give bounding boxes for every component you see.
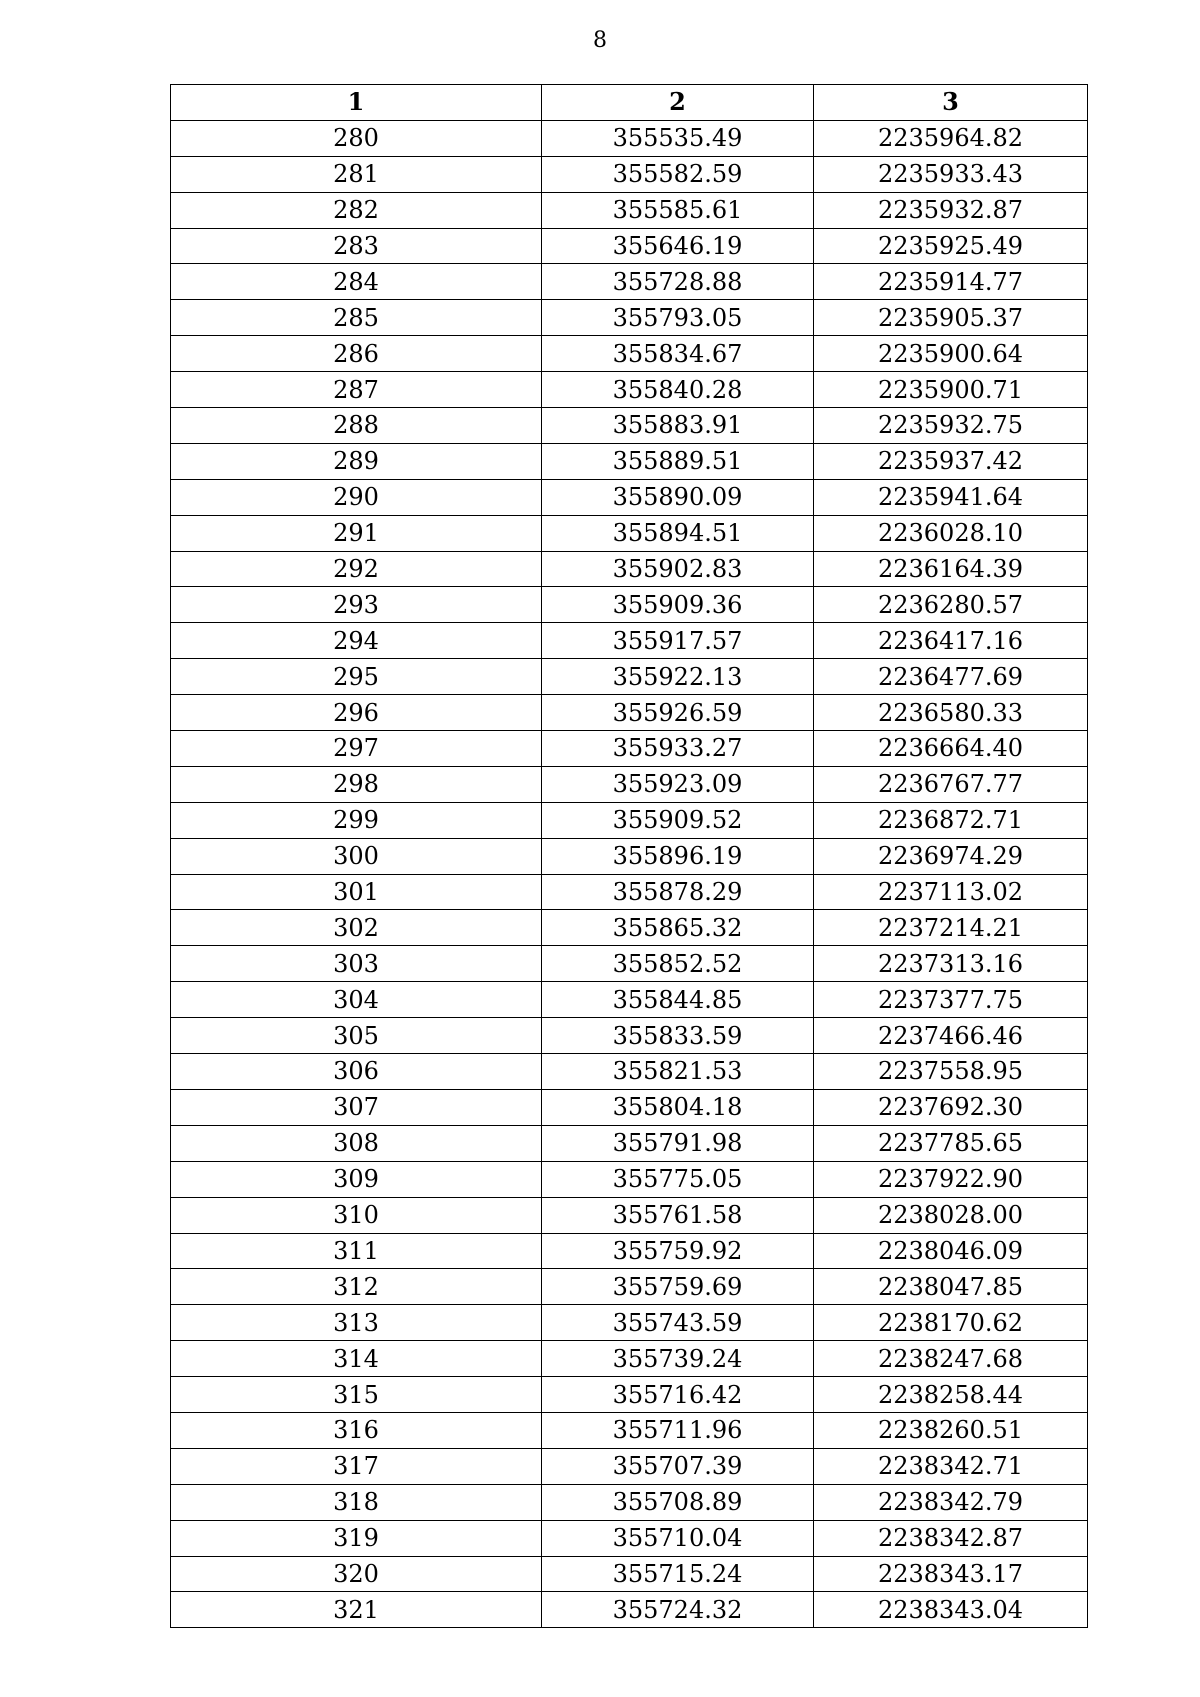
table-row — [171, 1520, 1088, 1556]
table-row — [171, 1377, 1088, 1413]
coordinate-y-cell: 2238170.62 — [814, 1305, 1088, 1341]
coordinate-y-cell: 2236280.57 — [814, 587, 1088, 623]
coordinate-y-cell: 2236028.10 — [814, 515, 1088, 551]
coordinate-y-cell: 2237377.75 — [814, 982, 1088, 1018]
point-number-cell: 295 — [171, 659, 542, 695]
coordinate-x-cell: 355844.85 — [542, 982, 814, 1018]
point-number-cell: 297 — [171, 731, 542, 767]
point-number-cell: 281 — [171, 156, 542, 192]
table-row — [171, 192, 1088, 228]
coordinate-x-cell: 355922.13 — [542, 659, 814, 695]
coordinate-x-cell: 355923.09 — [542, 766, 814, 802]
coordinate-y-cell: 2238342.79 — [814, 1484, 1088, 1520]
coordinate-x-cell: 355840.28 — [542, 372, 814, 408]
point-number-cell: 302 — [171, 910, 542, 946]
coordinate-y-cell: 2235905.37 — [814, 300, 1088, 336]
point-number-cell: 307 — [171, 1089, 542, 1125]
coordinate-x-cell: 355535.49 — [542, 120, 814, 156]
table-row — [171, 982, 1088, 1018]
coordinate-x-cell: 355909.36 — [542, 587, 814, 623]
table-row — [171, 1161, 1088, 1197]
point-number-cell: 280 — [171, 120, 542, 156]
coordinate-x-cell: 355759.92 — [542, 1233, 814, 1269]
coordinate-y-cell: 2236664.40 — [814, 731, 1088, 767]
coordinate-y-cell: 2235933.43 — [814, 156, 1088, 192]
table-row — [171, 120, 1088, 156]
coordinate-x-cell: 355793.05 — [542, 300, 814, 336]
coordinate-y-cell: 2236974.29 — [814, 838, 1088, 874]
point-number-cell: 310 — [171, 1197, 542, 1233]
coordinate-x-cell: 355716.42 — [542, 1377, 814, 1413]
table-row — [171, 515, 1088, 551]
coordinate-y-cell: 2237558.95 — [814, 1054, 1088, 1090]
table-row — [171, 408, 1088, 444]
coordinate-y-cell: 2236477.69 — [814, 659, 1088, 695]
coordinate-x-cell: 355715.24 — [542, 1556, 814, 1592]
table-row — [171, 587, 1088, 623]
table-row — [171, 1556, 1088, 1592]
coordinate-x-cell: 355743.59 — [542, 1305, 814, 1341]
coordinate-y-cell: 2237113.02 — [814, 874, 1088, 910]
point-number-cell: 309 — [171, 1161, 542, 1197]
point-number-cell: 320 — [171, 1556, 542, 1592]
coordinate-x-cell: 355926.59 — [542, 695, 814, 731]
coordinate-y-cell: 2235941.64 — [814, 479, 1088, 515]
table-row — [171, 1412, 1088, 1448]
point-number-cell: 299 — [171, 802, 542, 838]
coordinate-x-cell: 355833.59 — [542, 1018, 814, 1054]
coordinate-y-cell: 2236580.33 — [814, 695, 1088, 731]
table-row — [171, 659, 1088, 695]
coordinate-x-cell: 355791.98 — [542, 1125, 814, 1161]
point-number-cell: 293 — [171, 587, 542, 623]
coordinate-y-cell: 2236872.71 — [814, 802, 1088, 838]
coordinate-x-cell: 355711.96 — [542, 1412, 814, 1448]
coordinate-x-cell: 355708.89 — [542, 1484, 814, 1520]
table-row — [171, 1125, 1088, 1161]
table-row — [171, 1592, 1088, 1628]
point-number-cell: 308 — [171, 1125, 542, 1161]
point-number-cell: 317 — [171, 1448, 542, 1484]
point-number-cell: 304 — [171, 982, 542, 1018]
table-row — [171, 1269, 1088, 1305]
point-number-cell: 283 — [171, 228, 542, 264]
coordinate-y-cell: 2237922.90 — [814, 1161, 1088, 1197]
table-row — [171, 300, 1088, 336]
table-row — [171, 695, 1088, 731]
table-row — [171, 1233, 1088, 1269]
point-number-cell: 312 — [171, 1269, 542, 1305]
coordinate-x-cell: 355582.59 — [542, 156, 814, 192]
coordinate-x-cell: 355883.91 — [542, 408, 814, 444]
table-row — [171, 1448, 1088, 1484]
coordinate-y-cell: 2238342.87 — [814, 1520, 1088, 1556]
point-number-cell: 284 — [171, 264, 542, 300]
coordinate-y-cell: 2238343.17 — [814, 1556, 1088, 1592]
point-number-cell: 285 — [171, 300, 542, 336]
point-number-cell: 298 — [171, 766, 542, 802]
coordinate-x-cell: 355909.52 — [542, 802, 814, 838]
coordinate-y-cell: 2236417.16 — [814, 623, 1088, 659]
coordinate-x-cell: 355889.51 — [542, 443, 814, 479]
coordinates-table — [170, 84, 1088, 1628]
table-row — [171, 874, 1088, 910]
coordinate-x-cell: 355821.53 — [542, 1054, 814, 1090]
table-row — [171, 910, 1088, 946]
coordinate-y-cell: 2237692.30 — [814, 1089, 1088, 1125]
point-number-cell: 303 — [171, 946, 542, 982]
point-number-cell: 289 — [171, 443, 542, 479]
coordinate-y-cell: 2237466.46 — [814, 1018, 1088, 1054]
table-row — [171, 479, 1088, 515]
coordinate-y-cell: 2238046.09 — [814, 1233, 1088, 1269]
coordinate-x-cell: 355761.58 — [542, 1197, 814, 1233]
point-number-cell: 315 — [171, 1377, 542, 1413]
point-number-cell: 300 — [171, 838, 542, 874]
table-row — [171, 1197, 1088, 1233]
point-number-cell: 319 — [171, 1520, 542, 1556]
coordinate-y-cell: 2236164.39 — [814, 551, 1088, 587]
point-number-cell: 291 — [171, 515, 542, 551]
coordinate-x-cell: 355724.32 — [542, 1592, 814, 1628]
coordinate-y-cell: 2236767.77 — [814, 766, 1088, 802]
point-number-cell: 313 — [171, 1305, 542, 1341]
coordinate-y-cell: 2235914.77 — [814, 264, 1088, 300]
column-header-1: 1 — [171, 85, 542, 121]
point-number-cell: 306 — [171, 1054, 542, 1090]
coordinate-y-cell: 2238343.04 — [814, 1592, 1088, 1628]
coordinate-x-cell: 355917.57 — [542, 623, 814, 659]
point-number-cell: 316 — [171, 1412, 542, 1448]
table-row — [171, 946, 1088, 982]
coordinate-x-cell: 355759.69 — [542, 1269, 814, 1305]
coordinate-x-cell: 355894.51 — [542, 515, 814, 551]
table-row — [171, 838, 1088, 874]
coordinate-y-cell: 2235925.49 — [814, 228, 1088, 264]
coordinate-y-cell: 2235900.64 — [814, 336, 1088, 372]
coordinate-x-cell: 355852.52 — [542, 946, 814, 982]
table-row — [171, 264, 1088, 300]
table-row — [171, 1018, 1088, 1054]
coordinate-x-cell: 355902.83 — [542, 551, 814, 587]
point-number-cell: 292 — [171, 551, 542, 587]
coordinate-y-cell: 2238258.44 — [814, 1377, 1088, 1413]
table-header-row — [171, 85, 1088, 121]
column-header-2: 2 — [542, 85, 814, 121]
page-number: 8 — [593, 28, 607, 53]
table-row — [171, 228, 1088, 264]
coordinate-x-cell: 355710.04 — [542, 1520, 814, 1556]
coordinate-x-cell: 355804.18 — [542, 1089, 814, 1125]
table-row — [171, 551, 1088, 587]
coordinate-y-cell: 2238047.85 — [814, 1269, 1088, 1305]
coordinate-x-cell: 355728.88 — [542, 264, 814, 300]
coordinate-x-cell: 355890.09 — [542, 479, 814, 515]
coordinate-y-cell: 2238028.00 — [814, 1197, 1088, 1233]
point-number-cell: 288 — [171, 408, 542, 444]
table-row — [171, 1484, 1088, 1520]
point-number-cell: 294 — [171, 623, 542, 659]
table-row — [171, 766, 1088, 802]
table-row — [171, 1341, 1088, 1377]
table-row — [171, 156, 1088, 192]
coordinate-x-cell: 355707.39 — [542, 1448, 814, 1484]
point-number-cell: 282 — [171, 192, 542, 228]
coordinate-y-cell: 2235932.75 — [814, 408, 1088, 444]
point-number-cell: 314 — [171, 1341, 542, 1377]
coordinate-y-cell: 2237785.65 — [814, 1125, 1088, 1161]
coordinate-x-cell: 355933.27 — [542, 731, 814, 767]
point-number-cell: 321 — [171, 1592, 542, 1628]
point-number-cell: 318 — [171, 1484, 542, 1520]
coordinate-y-cell: 2235937.42 — [814, 443, 1088, 479]
column-header-3: 3 — [814, 85, 1088, 121]
table-row — [171, 802, 1088, 838]
point-number-cell: 287 — [171, 372, 542, 408]
point-number-cell: 286 — [171, 336, 542, 372]
point-number-cell: 301 — [171, 874, 542, 910]
table-row — [171, 336, 1088, 372]
coordinate-x-cell: 355878.29 — [542, 874, 814, 910]
coordinate-y-cell: 2237313.16 — [814, 946, 1088, 982]
coordinate-y-cell: 2238342.71 — [814, 1448, 1088, 1484]
table-row — [171, 623, 1088, 659]
coordinate-x-cell: 355865.32 — [542, 910, 814, 946]
coordinate-y-cell: 2235964.82 — [814, 120, 1088, 156]
coordinate-y-cell: 2238260.51 — [814, 1412, 1088, 1448]
coordinate-y-cell: 2237214.21 — [814, 910, 1088, 946]
point-number-cell: 296 — [171, 695, 542, 731]
table-row — [171, 1089, 1088, 1125]
coordinate-x-cell: 355896.19 — [542, 838, 814, 874]
coordinate-y-cell: 2235932.87 — [814, 192, 1088, 228]
table-row — [171, 372, 1088, 408]
coordinate-x-cell: 355775.05 — [542, 1161, 814, 1197]
table-body — [171, 120, 1088, 1627]
point-number-cell: 290 — [171, 479, 542, 515]
coordinate-x-cell: 355834.67 — [542, 336, 814, 372]
table-row — [171, 443, 1088, 479]
table-row — [171, 1305, 1088, 1341]
coordinate-x-cell: 355739.24 — [542, 1341, 814, 1377]
point-number-cell: 311 — [171, 1233, 542, 1269]
coordinate-x-cell: 355585.61 — [542, 192, 814, 228]
table-row — [171, 1054, 1088, 1090]
coordinate-y-cell: 2235900.71 — [814, 372, 1088, 408]
coordinate-x-cell: 355646.19 — [542, 228, 814, 264]
coordinate-y-cell: 2238247.68 — [814, 1341, 1088, 1377]
point-number-cell: 305 — [171, 1018, 542, 1054]
table-row — [171, 731, 1088, 767]
